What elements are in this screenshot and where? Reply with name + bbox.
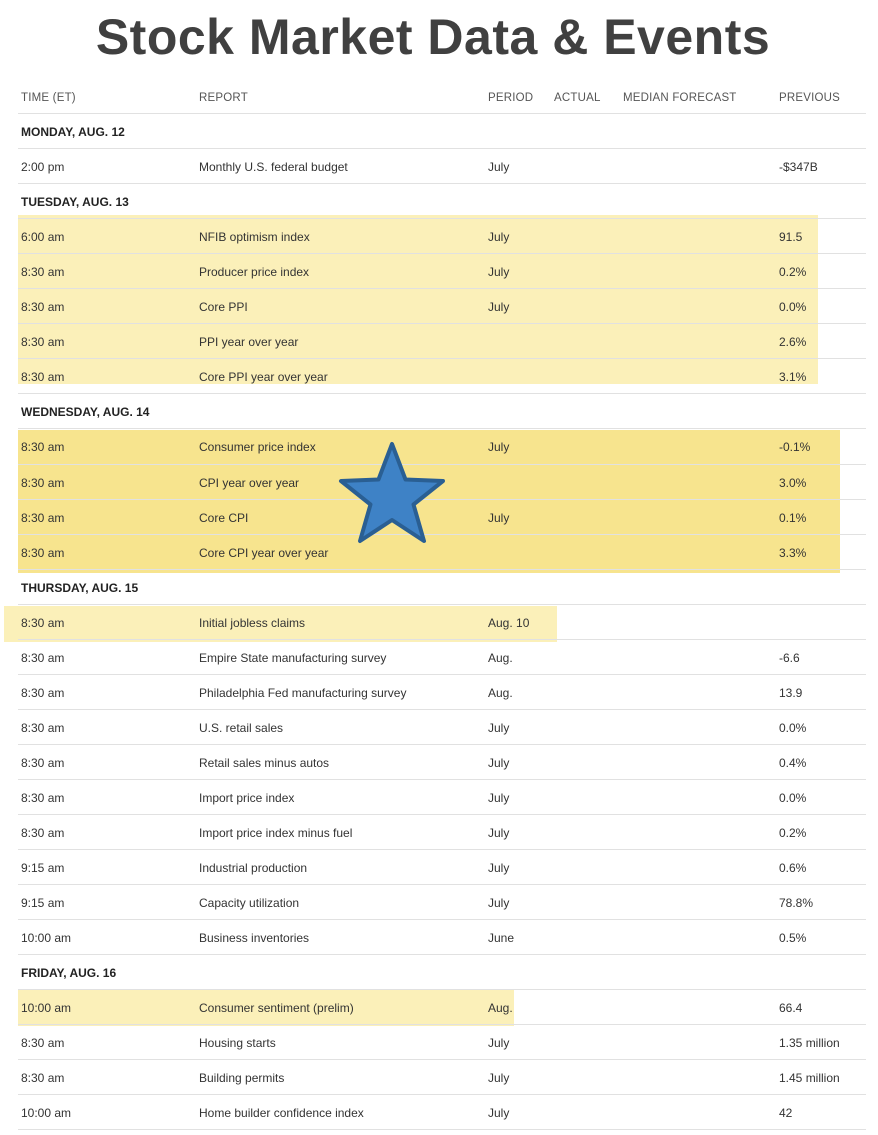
cell-previous: 0.4%: [779, 755, 807, 770]
cell-report: CPI year over year: [199, 475, 300, 490]
cell-period: July: [488, 300, 510, 315]
cell-report: Initial jobless claims: [199, 615, 306, 630]
cell-previous: 0.6%: [779, 861, 807, 876]
cell-previous: 2.6%: [779, 335, 807, 350]
cell-time: 8:30 am: [21, 335, 65, 350]
cell-report: Import price index minus fuel: [199, 826, 353, 840]
cell-period: July: [488, 790, 510, 805]
cell-time: 8:30 am: [21, 440, 65, 455]
cell-time: 9:15 am: [21, 896, 65, 911]
cell-report: Capacity utilization: [199, 896, 300, 911]
row-divider: [18, 954, 866, 955]
cell-time: 8:30 am: [21, 545, 65, 560]
cell-period: July: [488, 755, 510, 770]
cell-period: July: [488, 1071, 510, 1086]
row-divider: [18, 218, 866, 219]
cell-previous: 3.0%: [779, 475, 807, 490]
cell-time: 6:00 am: [21, 230, 65, 245]
cell-time: 8:30 am: [21, 265, 65, 280]
cell-time: 8:30 am: [21, 615, 65, 630]
cell-previous: -6.6: [779, 650, 800, 665]
cell-report: Core CPI: [199, 510, 249, 525]
row-divider: [18, 884, 866, 885]
cell-previous: -$347B: [779, 160, 818, 175]
row-divider: [18, 393, 866, 394]
row-divider: [18, 709, 866, 710]
row-divider: [18, 1094, 866, 1095]
cell-previous: 0.0%: [779, 790, 807, 805]
cell-period: July: [488, 720, 510, 735]
row-divider: [18, 323, 866, 324]
cell-report: Producer price index: [199, 265, 310, 280]
cell-period: July: [488, 230, 510, 245]
col-header-period: PERIOD: [488, 92, 534, 104]
cell-time: 8:30 am: [21, 755, 65, 770]
cell-time: 8:30 am: [21, 370, 65, 385]
cell-time: 2:00 pm: [21, 160, 65, 175]
row-divider: [18, 814, 866, 815]
row-divider: [18, 253, 866, 254]
col-header-actual: ACTUAL: [554, 92, 601, 104]
cell-report: PPI year over year: [199, 335, 299, 350]
cell-report: Industrial production: [199, 861, 308, 876]
cell-period: Aug. 10: [488, 615, 530, 630]
star-icon: [334, 438, 450, 550]
cell-previous: 0.2%: [779, 826, 807, 840]
cell-previous: 0.0%: [779, 300, 807, 315]
cell-period: June: [488, 931, 515, 946]
cell-previous: 0.5%: [779, 931, 807, 946]
cell-report: NFIB optimism index: [199, 230, 310, 245]
cell-previous: 78.8%: [779, 896, 814, 911]
cell-previous: 91.5: [779, 230, 803, 245]
cell-period: July: [488, 160, 510, 175]
cell-report: Business inventories: [199, 931, 310, 946]
cell-previous: 3.3%: [779, 545, 807, 560]
cell-time: 8:30 am: [21, 790, 65, 805]
cell-previous: 66.4: [779, 1001, 803, 1016]
cell-report: Empire State manufacturing survey: [199, 650, 387, 665]
cell-time: 9:15 am: [21, 861, 65, 876]
cell-time: 8:30 am: [21, 1071, 65, 1086]
cell-time: 8:30 am: [21, 1036, 65, 1051]
cell-previous: 42: [779, 1106, 793, 1121]
cell-period: July: [488, 896, 510, 911]
day-heading: WEDNESDAY, AUG. 14: [21, 405, 150, 420]
cell-time: 8:30 am: [21, 720, 65, 735]
cell-previous: 0.0%: [779, 720, 807, 735]
cell-previous: 3.1%: [779, 370, 807, 385]
row-divider: [18, 288, 866, 289]
cell-report: Core PPI: [199, 300, 248, 315]
cell-period: July: [488, 826, 510, 840]
day-heading: TUESDAY, AUG. 13: [21, 195, 129, 210]
row-divider: [18, 779, 866, 780]
row-divider: [18, 919, 866, 920]
cell-time: 8:30 am: [21, 685, 65, 700]
header-divider: [18, 113, 866, 114]
row-divider: [18, 639, 866, 640]
cell-previous: 1.35 million: [779, 1036, 840, 1051]
cell-period: July: [488, 1036, 510, 1051]
row-divider: [18, 744, 866, 745]
cell-report: Philadelphia Fed manufacturing survey: [199, 685, 407, 700]
cell-previous: 0.2%: [779, 265, 807, 280]
row-divider: [18, 674, 866, 675]
cell-previous: 1.45 million: [779, 1071, 840, 1086]
cell-period: July: [488, 861, 510, 876]
cell-time: 8:30 am: [21, 300, 65, 315]
cell-period: July: [488, 265, 510, 280]
row-divider: [18, 569, 866, 570]
cell-report: Import price index: [199, 790, 295, 805]
row-divider: [18, 183, 866, 184]
row-divider: [18, 849, 866, 850]
cell-report: Core PPI year over year: [199, 370, 328, 385]
cell-period: Aug.: [488, 685, 513, 700]
cell-time: 8:30 am: [21, 826, 65, 840]
row-divider: [18, 1059, 866, 1060]
row-divider: [18, 148, 866, 149]
cell-period: July: [488, 440, 510, 455]
cell-time: 10:00 am: [21, 931, 72, 946]
row-divider: [18, 604, 866, 605]
cell-report: Home builder confidence index: [199, 1106, 364, 1121]
cell-period: Aug.: [488, 650, 513, 665]
page-title: Stock Market Data & Events: [95, 9, 771, 65]
cell-period: Aug.: [488, 1001, 513, 1016]
cell-time: 8:30 am: [21, 650, 65, 665]
cell-time: 8:30 am: [21, 475, 65, 490]
row-divider: [18, 428, 866, 429]
row-divider: [18, 1024, 866, 1025]
cell-time: 10:00 am: [21, 1001, 72, 1016]
cell-report: Core CPI year over year: [199, 545, 329, 560]
cell-report: Consumer sentiment (prelim): [199, 1001, 354, 1016]
cell-time: 10:00 am: [21, 1106, 72, 1121]
cell-previous: 13.9: [779, 685, 803, 700]
col-header-report: REPORT: [199, 92, 248, 104]
col-header-time: TIME (ET): [21, 92, 76, 104]
cell-report: Retail sales minus autos: [199, 755, 330, 770]
row-divider: [18, 1129, 866, 1130]
cell-report: Building permits: [199, 1071, 285, 1086]
cell-previous: -0.1%: [779, 440, 811, 455]
day-heading: FRIDAY, AUG. 16: [21, 966, 117, 981]
cell-time: 8:30 am: [21, 510, 65, 525]
col-header-previous: PREVIOUS: [779, 92, 841, 104]
col-header-forecast: MEDIAN FORECAST: [623, 92, 737, 104]
row-divider: [18, 989, 866, 990]
cell-report: Housing starts: [199, 1036, 276, 1051]
cell-period: July: [488, 1106, 510, 1121]
cell-previous: 0.1%: [779, 510, 807, 525]
cell-report: Monthly U.S. federal budget: [199, 160, 348, 175]
row-divider: [18, 358, 866, 359]
day-heading: MONDAY, AUG. 12: [21, 125, 125, 139]
day-heading: THURSDAY, AUG. 15: [21, 580, 139, 595]
cell-period: July: [488, 510, 510, 525]
cell-report: U.S. retail sales: [199, 720, 284, 735]
cell-report: Consumer price index: [199, 440, 316, 455]
